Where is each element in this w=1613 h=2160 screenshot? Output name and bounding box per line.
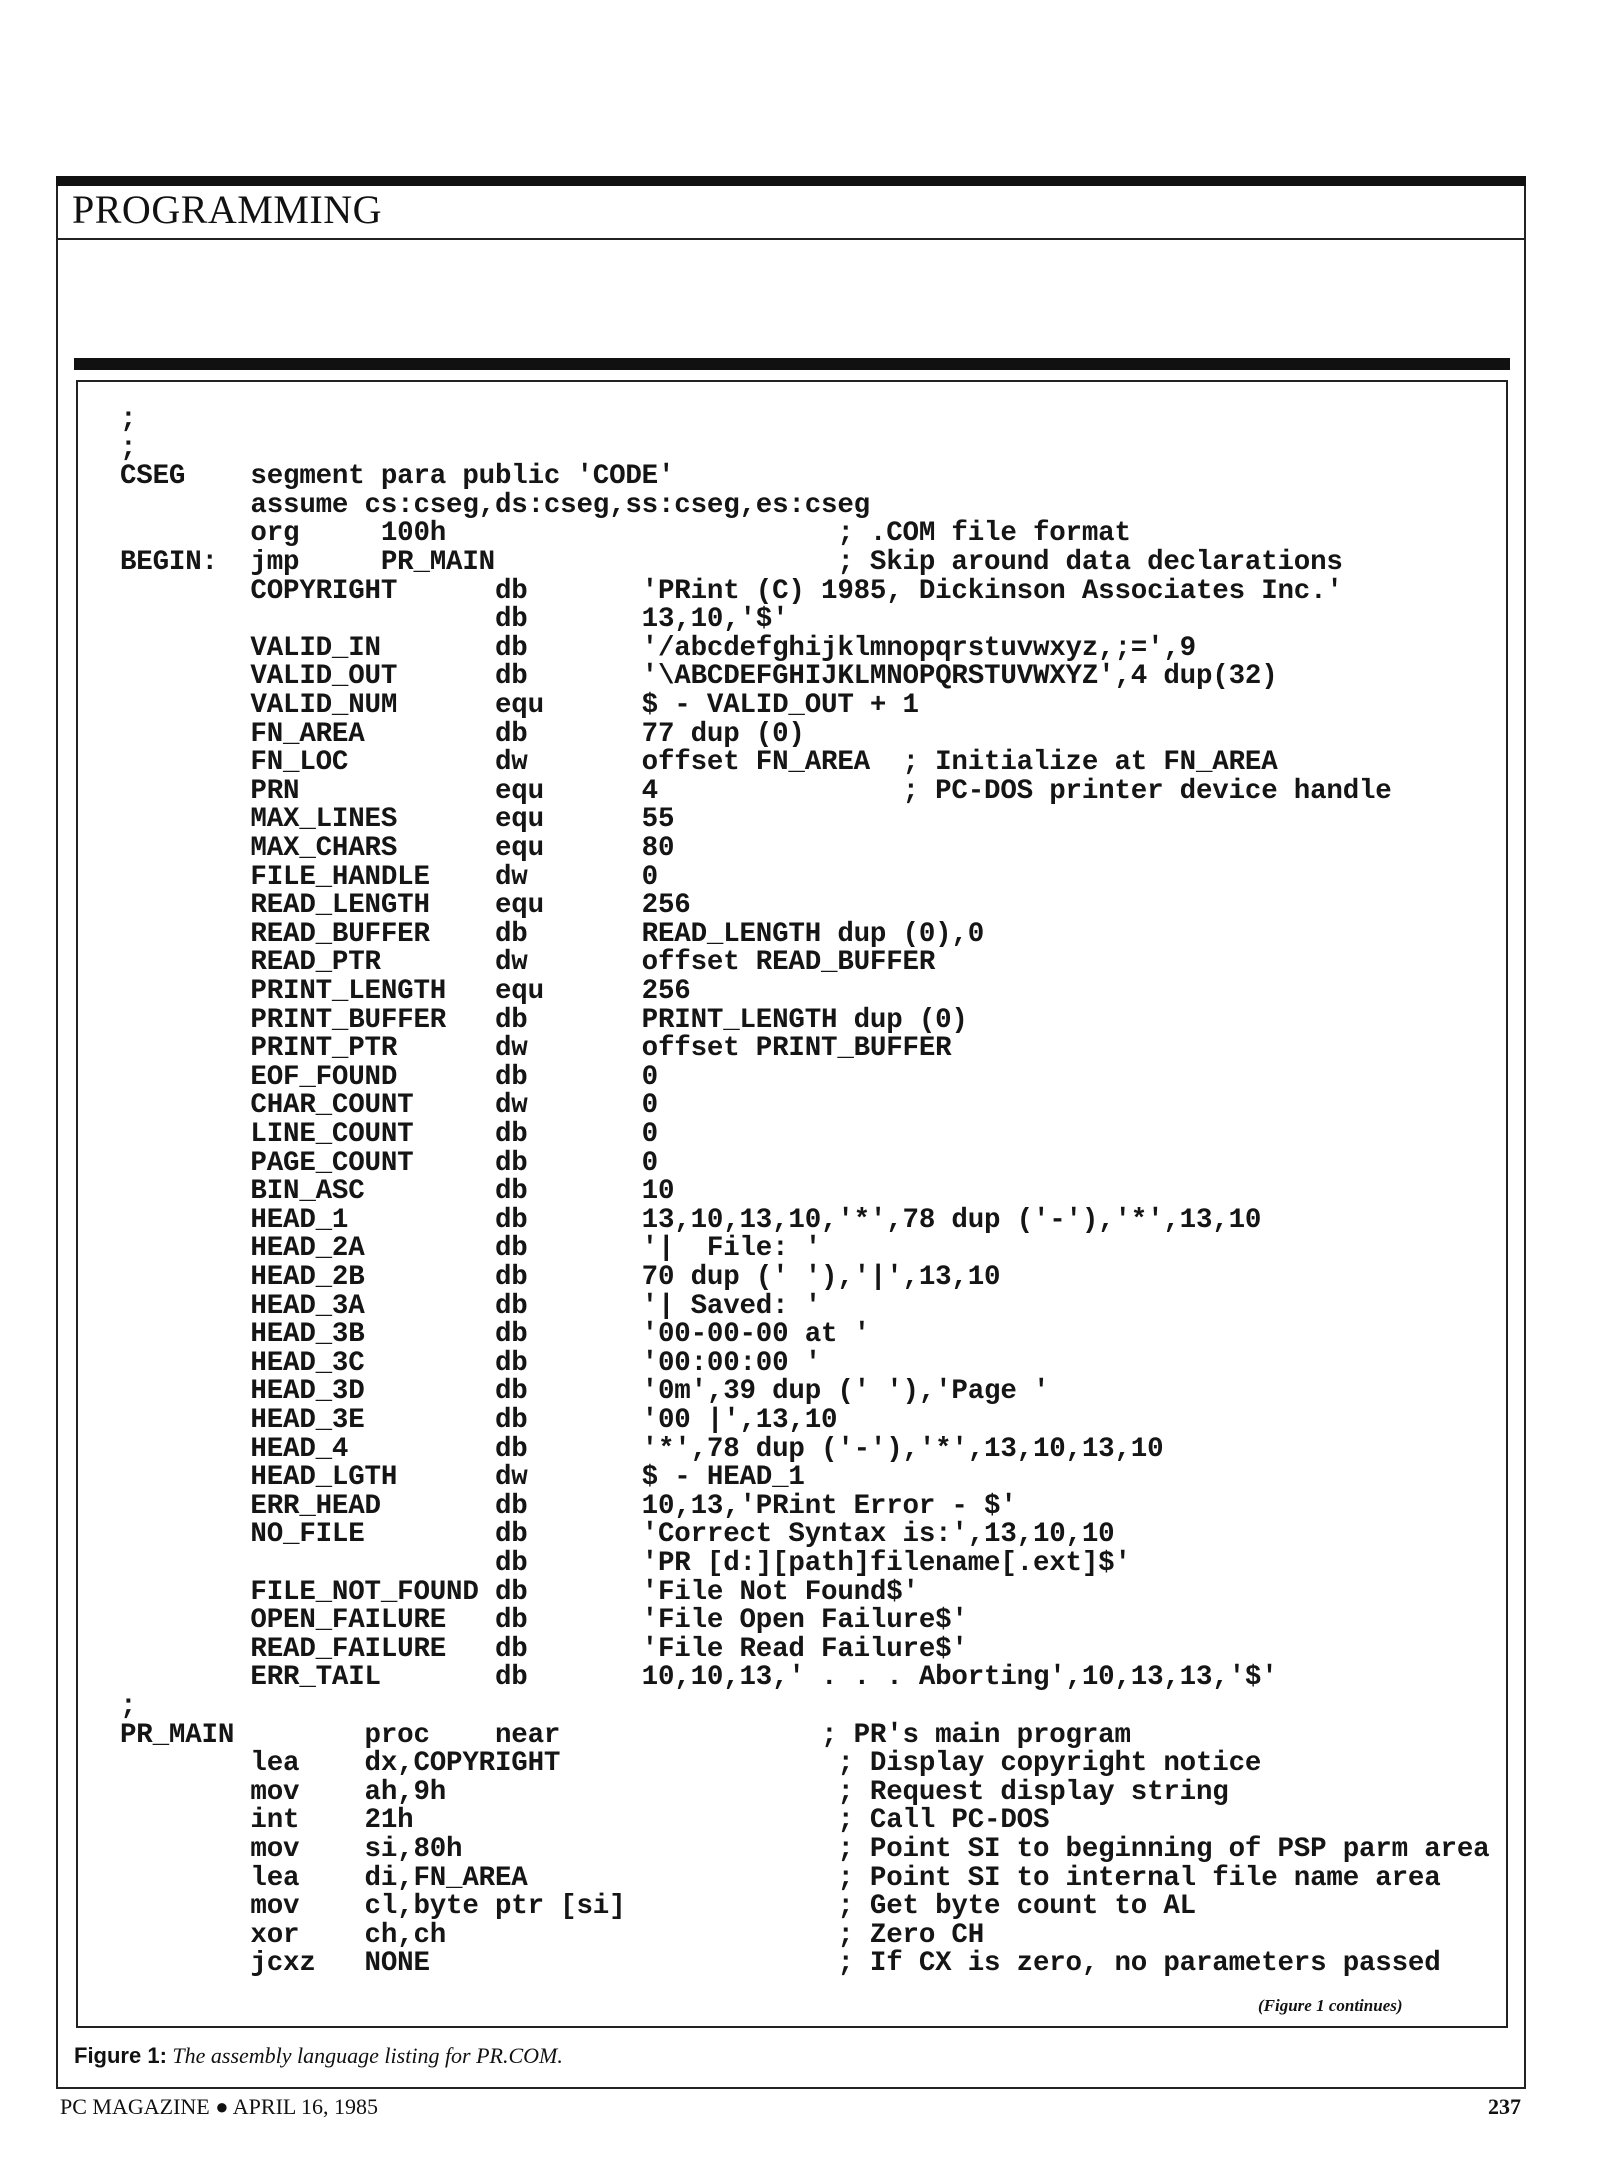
- code-line: LINE_COUNT db 0: [120, 1119, 658, 1150]
- code-line: HEAD_3B db '00-00-00 at ': [120, 1319, 870, 1351]
- code-line: READ_LENGTH equ 256: [120, 890, 691, 922]
- code-line: assume cs:cseg,ds:cseg,ss:cseg,es:cseg: [120, 489, 870, 521]
- code-line: jcxz NONE ; If CX is zero, no parameters passed: [120, 1948, 1441, 1980]
- code-line: CSEG segment para public 'CODE': [120, 461, 675, 493]
- code-line: lea dx,COPYRIGHT ; Display copyright notice: [120, 1748, 1262, 1780]
- code-line: BIN_ASC db 10: [120, 1176, 675, 1208]
- code-line: READ_FAILURE db 'File Read Failure$': [120, 1633, 968, 1665]
- code-line: db 'PR [d:][path]filename[.ext]$': [120, 1548, 1131, 1579]
- code-line: int 21h ; Call PC-DOS: [120, 1805, 1050, 1837]
- code-line: HEAD_2B db 70 dup (' '),'|',13,10: [120, 1262, 1001, 1293]
- code-line: PRINT_BUFFER db PRINT_LENGTH dup (0): [120, 1004, 968, 1036]
- code-line: HEAD_3E db '00 |',13,10: [120, 1405, 838, 1436]
- title-divider: [58, 238, 1524, 240]
- figure-top-rule: [74, 358, 1510, 370]
- code-line: MAX_CHARS equ 80: [120, 833, 675, 864]
- code-line: COPYRIGHT db 'PRint (C) 1985, Dickinson Associates Inc.': [120, 575, 1343, 607]
- code-line: mov si,80h ; Point SI to beginning of PSP parm area: [120, 1834, 1490, 1865]
- code-line: EOF_FOUND db 0: [120, 1061, 658, 1093]
- code-line: VALID_NUM equ $ - VALID_OUT + 1: [120, 690, 919, 721]
- code-line: xor ch,ch ; Zero CH: [120, 1919, 985, 1951]
- code-line: HEAD_4 db '*',78 dup ('-'),'*',13,10,13,10: [120, 1433, 1164, 1465]
- code-line: ;: [120, 1691, 137, 1722]
- continued-note: (Figure 1 continues): [1258, 1996, 1403, 2015]
- code-line: HEAD_3D db '0m',39 dup (' '),'Page ': [120, 1376, 1050, 1408]
- code-line: FILE_NOT_FOUND db 'File Not Found$': [120, 1576, 919, 1608]
- code-line: PAGE_COUNT db 0: [120, 1147, 658, 1179]
- footer-publication: PC MAGAZINE ● APRIL 16, 1985: [60, 2094, 379, 2119]
- code-line: db 13,10,'$': [120, 604, 789, 636]
- code-line: VALID_IN db '/abcdefghijklmnopqrstuvwxyz,;=',9: [120, 632, 1196, 664]
- code-line: PRINT_PTR dw offset PRINT_BUFFER: [120, 1033, 952, 1065]
- code-line: OPEN_FAILURE db 'File Open Failure$': [120, 1605, 968, 1637]
- code-line: ;: [120, 432, 137, 464]
- section-title: PROGRAMMING: [72, 187, 382, 232]
- code-line: FILE_HANDLE dw 0: [120, 861, 658, 893]
- code-line: ;: [120, 404, 137, 435]
- code-line: NO_FILE db 'Correct Syntax is:',13,10,10: [120, 1519, 1115, 1551]
- code-line: HEAD_2A db '| File: ': [120, 1233, 822, 1265]
- top-rule: [56, 176, 1526, 186]
- code-line: mov cl,byte ptr [si] ; Get byte count to AL: [120, 1891, 1196, 1923]
- code-line: FN_AREA db 77 dup (0): [120, 718, 805, 750]
- figure-caption: [74, 2043, 563, 2069]
- code-line: MAX_LINES equ 55: [120, 804, 675, 836]
- code-line: FN_LOC dw offset FN_AREA ; Initialize at FN_AREA: [120, 747, 1278, 779]
- code-line: mov ah,9h ; Request display string: [120, 1776, 1229, 1808]
- code-line: BEGIN: jmp PR_MAIN ; Skip around data declarations: [120, 547, 1343, 578]
- code-line: READ_BUFFER db READ_LENGTH dup (0),0: [120, 918, 985, 950]
- code-line: VALID_OUT db '\ABCDEFGHIJKLMNOPQRSTUVWXYZ',4 dup(32): [120, 661, 1278, 693]
- caption-text: The assembly language listing for PR.COM.: [172, 2043, 563, 2068]
- code-line: ERR_HEAD db 10,13,'PRint Error - $': [120, 1490, 1017, 1522]
- code-line: HEAD_1 db 13,10,13,10,'*',78 dup ('-'),'*',13,10: [120, 1204, 1262, 1236]
- code-line: READ_PTR dw offset READ_BUFFER: [120, 947, 936, 979]
- code-line: PRINT_LENGTH equ 256: [120, 976, 691, 1007]
- code-line: org 100h ; .COM file format: [120, 518, 1131, 550]
- caption-label: Figure 1:: [74, 2043, 167, 2068]
- code-line: HEAD_3C db '00:00:00 ': [120, 1347, 822, 1379]
- code-line: PRN equ 4 ; PC-DOS printer device handle: [120, 775, 1392, 807]
- page-number: 237: [1488, 2094, 1521, 2119]
- code-line: HEAD_LGTH dw $ - HEAD_1: [120, 1462, 805, 1494]
- code-line: CHAR_COUNT dw 0: [120, 1090, 658, 1122]
- code-line: PR_MAIN proc near ; PR's main program: [120, 1719, 1131, 1751]
- code-line: lea di,FN_AREA ; Point SI to internal file name area: [120, 1862, 1441, 1894]
- code-line: ERR_TAIL db 10,10,13,' . . . Aborting',10,13,13,'$': [120, 1662, 1278, 1694]
- code-line: HEAD_3A db '| Saved: ': [120, 1290, 822, 1322]
